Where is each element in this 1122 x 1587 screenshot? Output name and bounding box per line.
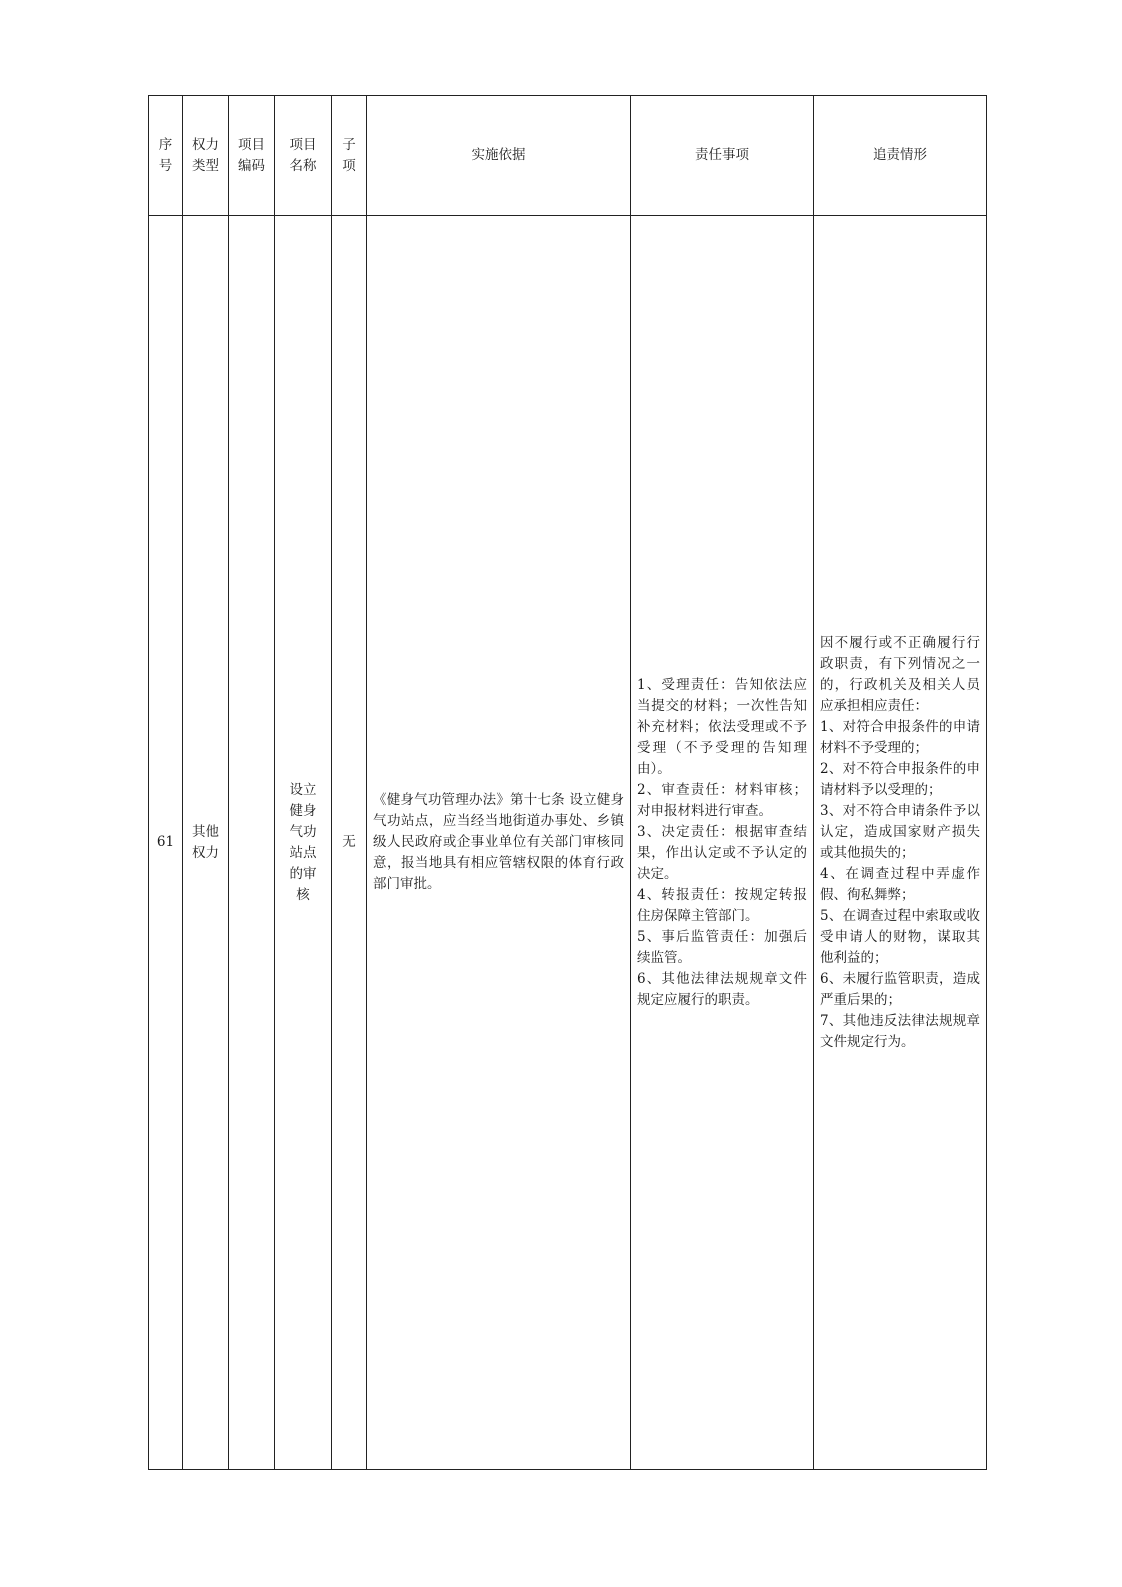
row-duties — [631, 675, 813, 1011]
header-item-code — [229, 96, 275, 216]
accountability-item: 5、在调查过程中索取或收受申请人的财物，谋取其他利益的； — [820, 907, 980, 966]
row-item-name-line: 站点 — [289, 844, 317, 861]
row-power-type-line: 权力 — [192, 844, 219, 861]
header-sub-item-line: 项 — [342, 157, 356, 174]
accountability-item: 4、在调查过程中弄虚作假、徇私舞弊； — [820, 865, 980, 903]
row-duties-cell — [631, 216, 814, 1470]
power-list-table — [148, 95, 987, 1470]
accountability-item: 7、其他违反法律法规规章文件规定行为。 — [820, 1012, 980, 1050]
row-accountability — [814, 633, 986, 1053]
row-seq: 61 — [149, 216, 183, 1470]
row-item-name — [275, 216, 332, 1470]
row-sub-item: 无 — [332, 216, 367, 1470]
row-power-type-line: 其他 — [192, 823, 219, 840]
header-power-type — [183, 96, 229, 216]
table-header-row — [149, 96, 987, 216]
accountability-item: 1、对符合申报条件的申请材料不予受理的； — [820, 718, 980, 756]
duty-item: 4、转报责任：按规定转报住房保障主管部门。 — [637, 886, 807, 924]
accountability-item: 2、对不符合申报条件的申请材料予以受理的； — [820, 760, 980, 798]
header-seq-line: 序 — [158, 136, 173, 153]
duty-item: 2、审查责任：材料审核；对申报材料进行审查。 — [637, 781, 807, 819]
row-item-name-line: 的审 — [289, 865, 317, 882]
header-accountability: 追责情形 — [814, 96, 987, 216]
duty-item: 3、决定责任：根据审查结果，作出认定或不予认定的决定。 — [637, 823, 807, 882]
row-item-code — [229, 216, 275, 1470]
accountability-item: 因不履行或不正确履行行政职责，有下列情况之一的，行政机关及相关人员应承担相应责任： — [820, 634, 980, 714]
header-item-name — [275, 96, 332, 216]
row-item-name-line: 健身 — [289, 802, 317, 819]
header-seq — [149, 96, 183, 216]
row-basis: 《健身气功管理办法》第十七条 设立健身气功站点，应当经当地街道办事处、乡镇级人民政府或企事业单位有关部门审核同意，报当地具有相应管辖权限的体育行政部门审批。 — [373, 792, 624, 892]
row-accountability-cell — [814, 216, 987, 1470]
row-item-name-line: 设立 — [289, 781, 317, 798]
header-item-code-line: 项目 — [238, 136, 265, 153]
header-sub-item-line: 子 — [342, 136, 356, 153]
header-seq-line: 号 — [158, 157, 173, 174]
header-power-type-line: 权力 — [192, 136, 219, 153]
row-item-name-line: 气功 — [289, 823, 317, 840]
header-item-name-line: 项目 — [289, 136, 317, 153]
header-duties: 责任事项 — [631, 96, 814, 216]
table-row — [149, 216, 987, 1470]
accountability-item: 3、对不符合申请条件予以认定，造成国家财产损失或其他损失的； — [820, 802, 980, 861]
header-item-name-line: 名称 — [289, 157, 317, 174]
duty-item: 5、事后监管责任：加强后续监管。 — [637, 928, 807, 966]
header-basis: 实施依据 — [367, 96, 631, 216]
accountability-item: 6、未履行监管职责，造成严重后果的； — [820, 970, 980, 1008]
row-basis-cell — [367, 216, 631, 1470]
duty-item: 1、受理责任：告知依法应当提交的材料；一次性告知补充材料；依法受理或不予受理（不予受理的告知理由）。 — [637, 676, 807, 777]
duty-item: 6、其他法律法规规章文件规定应履行的职责。 — [637, 970, 807, 1008]
header-power-type-line: 类型 — [192, 157, 219, 174]
header-item-code-line: 编码 — [238, 157, 265, 174]
header-sub-item — [332, 96, 367, 216]
row-power-type — [183, 216, 229, 1470]
row-item-name-line: 核 — [296, 886, 310, 903]
